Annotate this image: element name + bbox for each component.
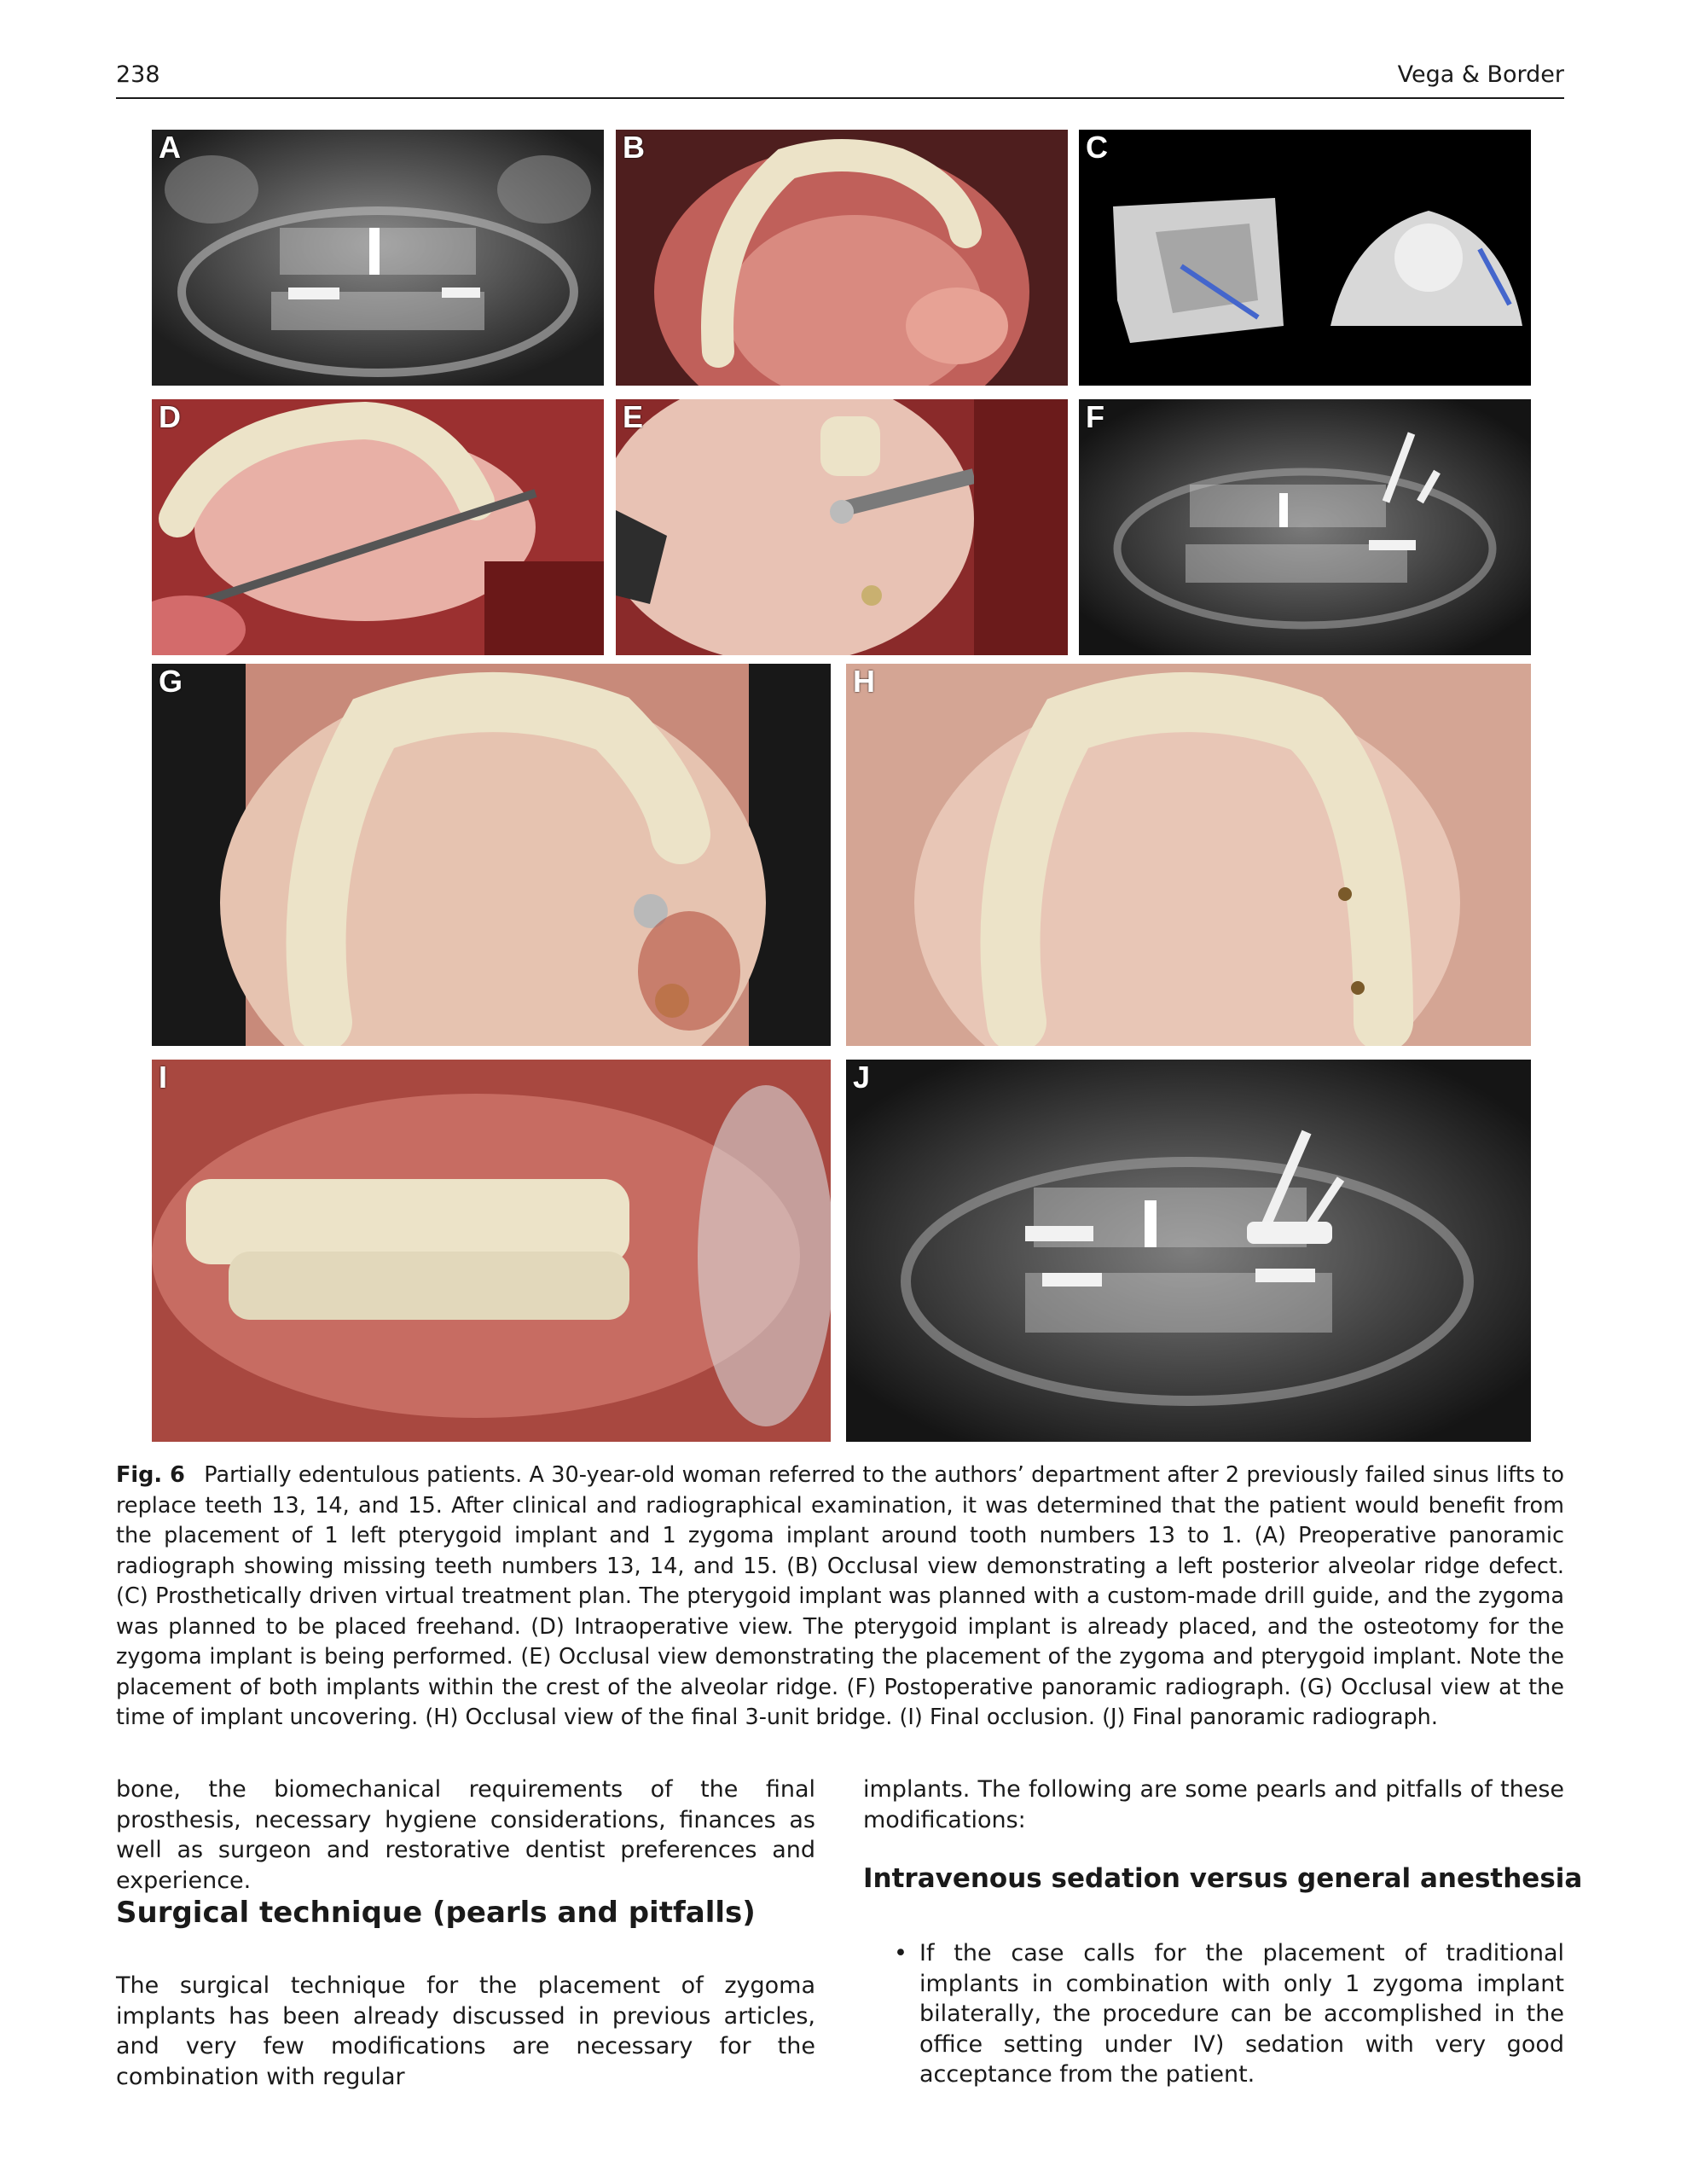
panel-letter: G [159, 664, 183, 699]
bullet-list [863, 1938, 1564, 2090]
page-number: 238 [116, 61, 160, 88]
figure-panel-h [846, 664, 1531, 1046]
subsection-heading: Intravenous sedation versus general anesthesia [863, 1863, 1583, 1894]
panel-letter: H [853, 664, 875, 699]
figure-panel-g [152, 664, 831, 1046]
right-column-paragraph-1 [863, 1774, 1564, 1835]
figure-panel-i [152, 1060, 831, 1442]
figure-panel-a [152, 130, 604, 386]
paragraph: implants. The following are some pearls and pitfalls of these modifications: [863, 1776, 1564, 1833]
figure-label: Fig. 6 [116, 1462, 185, 1488]
panel-letter: E [623, 399, 644, 434]
left-column-paragraph-1 [116, 1774, 815, 1896]
figure-panel-b [616, 130, 1068, 386]
intraoperative-photo-d [152, 399, 604, 655]
figure-caption [116, 1461, 1564, 1734]
figure-panel-e [616, 399, 1068, 655]
running-authors: Vega & Border [1397, 61, 1564, 88]
figure-panel-j [846, 1060, 1531, 1442]
bullet-text: If the case calls for the placement of traditional implants in combination with only 1 zygoma implant bilaterally, the procedure can be accomplished in the office setting under IV) sedation with very good acceptance from the patient. [919, 1940, 1564, 2088]
occlusal-photo-b [616, 130, 1068, 386]
intraoperative-photo-e [616, 399, 1068, 655]
virtual-plan-c [1079, 130, 1531, 386]
panoramic-radiograph-f [1079, 399, 1531, 655]
panel-letter: J [853, 1060, 871, 1095]
panel-letter: F [1086, 399, 1104, 434]
section-heading: Surgical technique (pearls and pitfalls) [116, 1896, 756, 1930]
panel-letter: C [1086, 130, 1108, 165]
occlusal-photo-h [846, 664, 1531, 1046]
figure-panel-d [152, 399, 604, 655]
bullet-item [863, 1938, 1564, 2090]
occlusion-photo-i [152, 1060, 831, 1442]
panel-letter: I [159, 1060, 168, 1095]
panel-letter: D [159, 399, 181, 434]
panel-letter: A [159, 130, 181, 165]
panel-letter: B [623, 130, 645, 165]
figure-panel-f [1079, 399, 1531, 655]
running-head [116, 60, 1564, 99]
caption-text: Partially edentulous patients. A 30-year-old woman referred to the authors’ department after 2 previously failed sinus lifts to replace teeth 13, 14, and 15. After clinical and radiographical examination, it was determined that the patient would benefit from the placement of 1 left pterygoid implant and 1 zygoma implant around tooth numbers 13 to 1. (A) Preoperative panoramic radiograph showing missing teeth numbers 13, 14, and 15. (B) Occlusal view demonstrating a left posterior alveolar ridge defect. (C) Prosthetically driven virtual treatment plan. The pterygoid implant was planned with a custom-made drill guide, and the zygoma was planned to be placed freehand. (D) Intraoperative view. The pterygoid implant is already placed, and the osteotomy for the zygoma implant is being performed. (E) Occlusal view demonstrating the placement of the zygoma and pterygoid implant. Note the placement of both implants within the crest of the alveolar ridge. (F) Postoperative panoramic radiograph. (G) Occlusal view at the time of implant uncovering. (H) Occlusal view of the final 3-unit bridge. (I) Final occlusion. (J) Final panoramic radiograph. [116, 1462, 1564, 1730]
left-column-paragraph-2: The surgical technique for the placement of zygoma implants has been already discussed in previous articles, and very few modifications are necessary for the combination with regular [116, 1972, 815, 2090]
panoramic-radiograph-j [846, 1060, 1531, 1442]
figure-panel-c [1079, 130, 1531, 386]
bullet-icon: • [894, 1940, 907, 1966]
paragraph: bone, the biomechanical requirements of the final prosthesis, necessary hygiene considerations, finances as well as surgeon and restorative dentist preferences and experience. [116, 1776, 815, 1894]
panoramic-radiograph-a [152, 130, 604, 386]
occlusal-photo-g [152, 664, 831, 1046]
